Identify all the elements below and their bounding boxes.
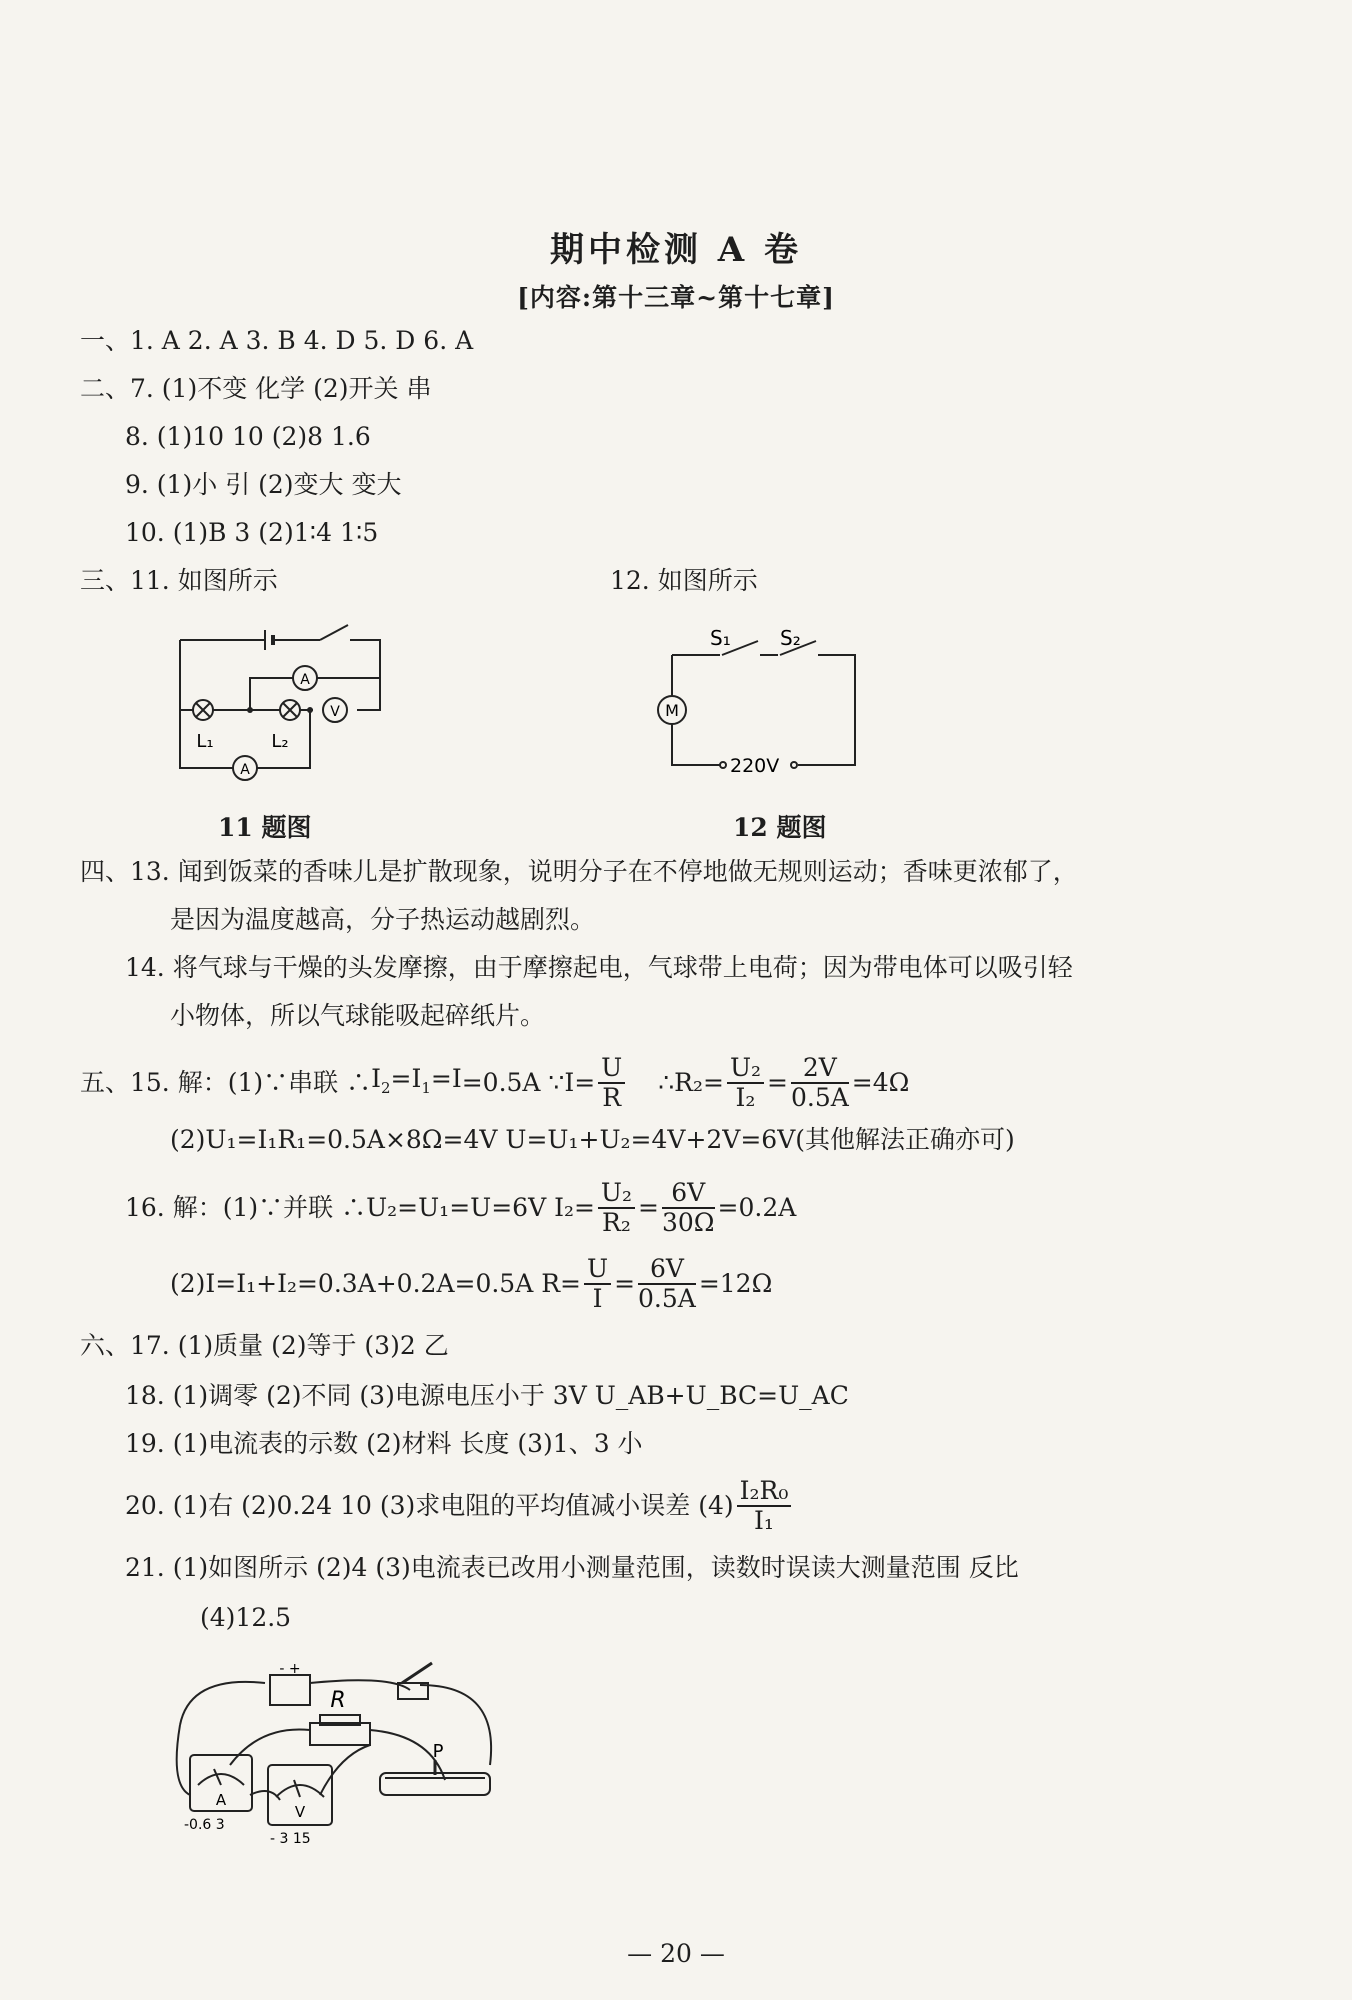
content-range: [内容:第十三章~第十七章] [517,283,835,312]
answer-q12: 12. 如图所示 [610,566,758,595]
answer-q20 [125,1476,794,1536]
q20-text: 20. (1)右 (2)0.24 10 (3)求电阻的平均值减小误差 (4) [125,1491,734,1520]
answer-q14-line-2: 小物体，所以气球能吸起碎纸片。 [170,1001,546,1030]
answer-q10: 10. (1)B 3 (2)1∶4 1∶5 [125,518,379,547]
answer-q17: 六、17. (1)质量 (2)等于 (3)2 乙 [80,1331,449,1360]
q15-part-a: 五、15. 解：(1)∵串联 ∴ [80,1068,372,1097]
q15-part-c: ∴R₂= [658,1068,724,1097]
q16-part-b: =0.2A [717,1193,797,1222]
page-number: — 20 — [627,1939,725,1968]
figure-11-caption: 11 题图 [218,813,312,842]
q16-fraction-values: $\frac{6V}{30\Omega}$ [661,1178,715,1237]
fig12-voltage-label: 220V [730,755,780,775]
fig11-voltmeter-label: V [330,704,340,720]
q15-fraction-ohm-law: $\frac{U}{R}$ [598,1054,625,1112]
fig11-ammeter-bottom-label: A [240,762,250,778]
q16-part-d: =12Ω [698,1269,773,1298]
fig11-ammeter-top-label: A [300,672,310,688]
fig11-lamp-1-label: L₁ [196,731,214,752]
answer-q19: 19. (1)电流表的示数 (2)材料 长度 (3)1、3 小 [125,1429,643,1458]
q16-fraction-i2: $\frac{\text{U₂}}{\text{R₂}}$ [598,1179,635,1237]
fig21-slider-label: P [432,1741,444,1762]
figure-12-circuit [650,615,890,775]
answer-q21-line-2: (4)12.5 [200,1603,292,1632]
q15-currents: $I_2=I_1=I$ [371,1063,462,1097]
answer-q21-line-1: 21. (1)如图所示 (2)4 (3)电流表已改用小测量范围，读数时误读大测量范围 反比 [125,1553,1019,1582]
fig12-switch-1-label: S₁ [710,626,731,650]
fig12-switch-2-label: S₂ [780,626,801,650]
q16-part-c: (2)I=I₁+I₂=0.3A+0.2A=0.5A R= [170,1269,581,1298]
answer-q11: 三、11. 如图所示 [80,566,278,595]
answer-q14-line-1: 14. 将气球与干燥的头发摩擦，由于摩擦起电，气球带上电荷；因为带电体可以吸引轻 [125,953,1073,982]
answer-q13-line-2: 是因为温度越高，分子热运动越剧烈。 [170,905,596,934]
q16-fraction-r-values: $\frac{6V}{0.5A}$ [638,1254,696,1313]
figure-21-circuit [170,1645,510,1845]
answer-q8: 8. (1)10 10 (2)8 1.6 [125,422,371,451]
q15-part-d: =4Ω [851,1068,910,1097]
fig21-resistor-label: R [330,1688,346,1713]
fig12-motor-label: M [665,701,679,720]
answer-q13-line-1: 四、13. 闻到饭菜的香味儿是扩散现象，说明分子在不停地做无规则运动；香味更浓郁了， [80,857,1078,886]
q16-fraction-r: $\frac{U}{I}$ [584,1255,611,1313]
answer-q7: 二、7. (1)不变 化学 (2)开关 串 [80,374,432,403]
fig21-ammeter-label: A [215,1791,227,1809]
answer-q15-line-1: 五、15. 解：(1)∵串联 ∴ $I_2=I_1=I$ =0.5A ∵I= $\frac{U}{R}$ ∴R₂= $\frac{\text{U₂}}{\text{I₂}}$ = $\frac{2V}{0.5A}$ =4Ω [80,1053,910,1112]
fig21-voltmeter-scale: - 3 15 [270,1831,311,1845]
answer-q15-line-2: (2)U₁=I₁R₁=0.5A×8Ω=4V U=U₁+U₂=4V+2V=6V(其他解法正确亦可) [170,1125,1015,1154]
fig11-lamp-2-label: L₂ [271,731,289,752]
q16-part-a: 16. 解：(1)∵并联 ∴U₂=U₁=U=6V I₂= [125,1193,595,1222]
fig21-ammeter-scale: -0.6 3 [184,1817,225,1833]
q20-fraction: $\frac{\text{I₂R₀}}{\text{I₁}}$ [737,1477,792,1535]
page-title: 期中检测 A 卷 [549,230,803,270]
answer-q16-line-2: (2)I=I₁+I₂=0.3A+0.2A=0.5A R= $\frac{U}{I}$ = $\frac{6V}{0.5A}$ =12Ω [170,1254,773,1313]
q15-fraction-r2: $\frac{\text{U₂}}{\text{I₂}}$ [727,1054,764,1112]
q15-fraction-values: $\frac{2V}{0.5A}$ [790,1053,849,1112]
answer-q16-line-1: 16. 解：(1)∵并联 ∴U₂=U₁=U=6V I₂= $\frac{\text{U₂}}{\text{R₂}}$ = $\frac{6V}{30\Omega}$ =0.2A [125,1178,797,1237]
fig21-battery-label: - + [279,1661,301,1677]
answer-q9: 9. (1)小 引 (2)变大 变大 [125,470,402,499]
answer-q18: 18. (1)调零 (2)不同 (3)电源电压小于 3V U_AB+U_BC=U_AC [125,1381,849,1410]
figure-12-caption: 12 题图 [733,813,827,842]
answer-section-1: 一、1. A 2. A 3. B 4. D 5. D 6. A [80,326,474,355]
q15-part-b: =0.5A ∵I= [461,1068,596,1097]
fig21-voltmeter-label: V [294,1803,306,1821]
figure-11-circuit [170,615,430,790]
